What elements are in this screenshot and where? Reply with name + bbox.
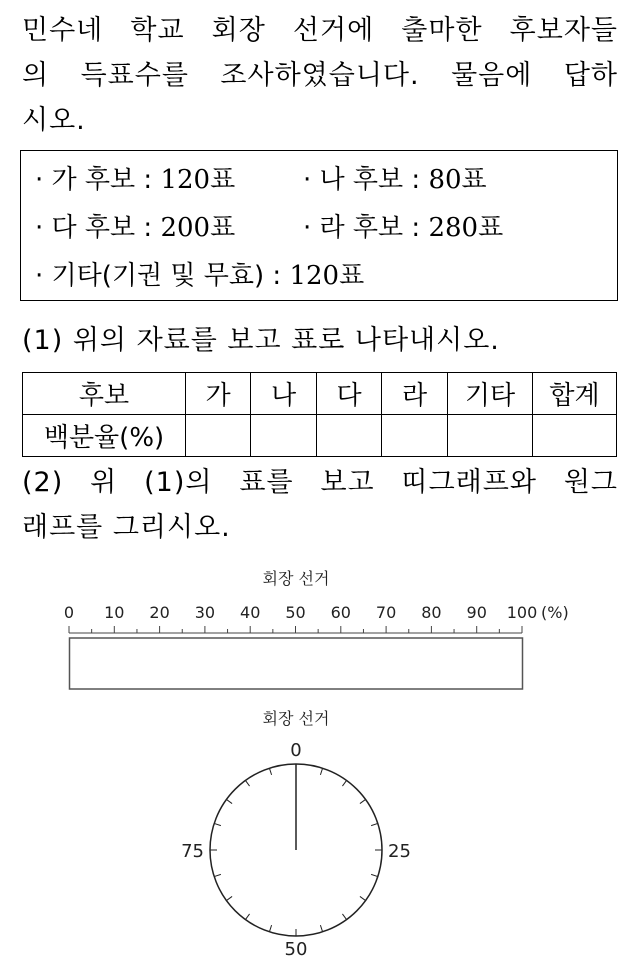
tick-label: 100 (506, 603, 538, 622)
item-label: · 기타(기권 및 무효) : (35, 261, 282, 291)
tick-label: 80 (421, 603, 442, 622)
item-label: · 다 후보 : (35, 213, 153, 243)
label-50: 50 (284, 939, 308, 960)
unit-label: (%) (541, 603, 569, 622)
item-value: 120표 (289, 261, 365, 291)
label-75: 75 (181, 841, 204, 862)
tick-label: 60 (330, 603, 351, 622)
header-cell: 다 (317, 373, 382, 415)
item-value: 80표 (428, 165, 487, 195)
item-label: · 라 후보 : (303, 213, 421, 243)
item-label: · 가 후보 : (35, 165, 153, 195)
row-label: 백분율(%) (23, 415, 186, 457)
header-cell: 가 (186, 373, 251, 415)
circle-graph (181, 709, 411, 960)
problem-line-3: 시오. (22, 105, 86, 136)
problem-line-1: 민수네 학교 회장 선거에 출마한 후보자들 (22, 15, 618, 46)
strip-graph-title: 회장 선거 (262, 569, 330, 588)
label-25: 25 (388, 841, 411, 862)
circle-graph-title: 회장 선거 (262, 709, 330, 728)
strip-graph (64, 569, 569, 689)
header-cell: 나 (251, 373, 317, 415)
tick-label: 0 (63, 603, 75, 622)
tick-label: 50 (285, 603, 306, 622)
item-label: · 나 후보 : (303, 165, 421, 195)
tick-label: 40 (240, 603, 261, 622)
label-0: 0 (290, 740, 302, 761)
header-cell: 후보 (23, 373, 186, 415)
header-cell: 라 (382, 373, 448, 415)
item-value: 280표 (428, 213, 504, 243)
question-2-line-1: (2) 위 (1)의 표를 보고 띠그래프와 원그 (22, 467, 618, 498)
tick-label: 90 (466, 603, 487, 622)
tick-label: 30 (194, 603, 216, 622)
item-value: 120표 (160, 165, 236, 195)
tick-label: 70 (375, 603, 397, 622)
tick-label: 20 (149, 603, 170, 622)
header-cell: 합계 (533, 373, 617, 415)
tick-label: 10 (104, 603, 125, 622)
strip-bar[interactable] (70, 638, 523, 689)
question-1: (1) 위의 자료를 보고 표로 나타내시오. (22, 325, 500, 356)
question-2-line-2: 래프를 그리시오. (22, 512, 231, 543)
item-value: 200표 (160, 213, 236, 243)
header-cell: 기타 (448, 373, 533, 415)
problem-line-2: 의 득표수를 조사하였습니다. 물음에 답하 (22, 60, 618, 91)
